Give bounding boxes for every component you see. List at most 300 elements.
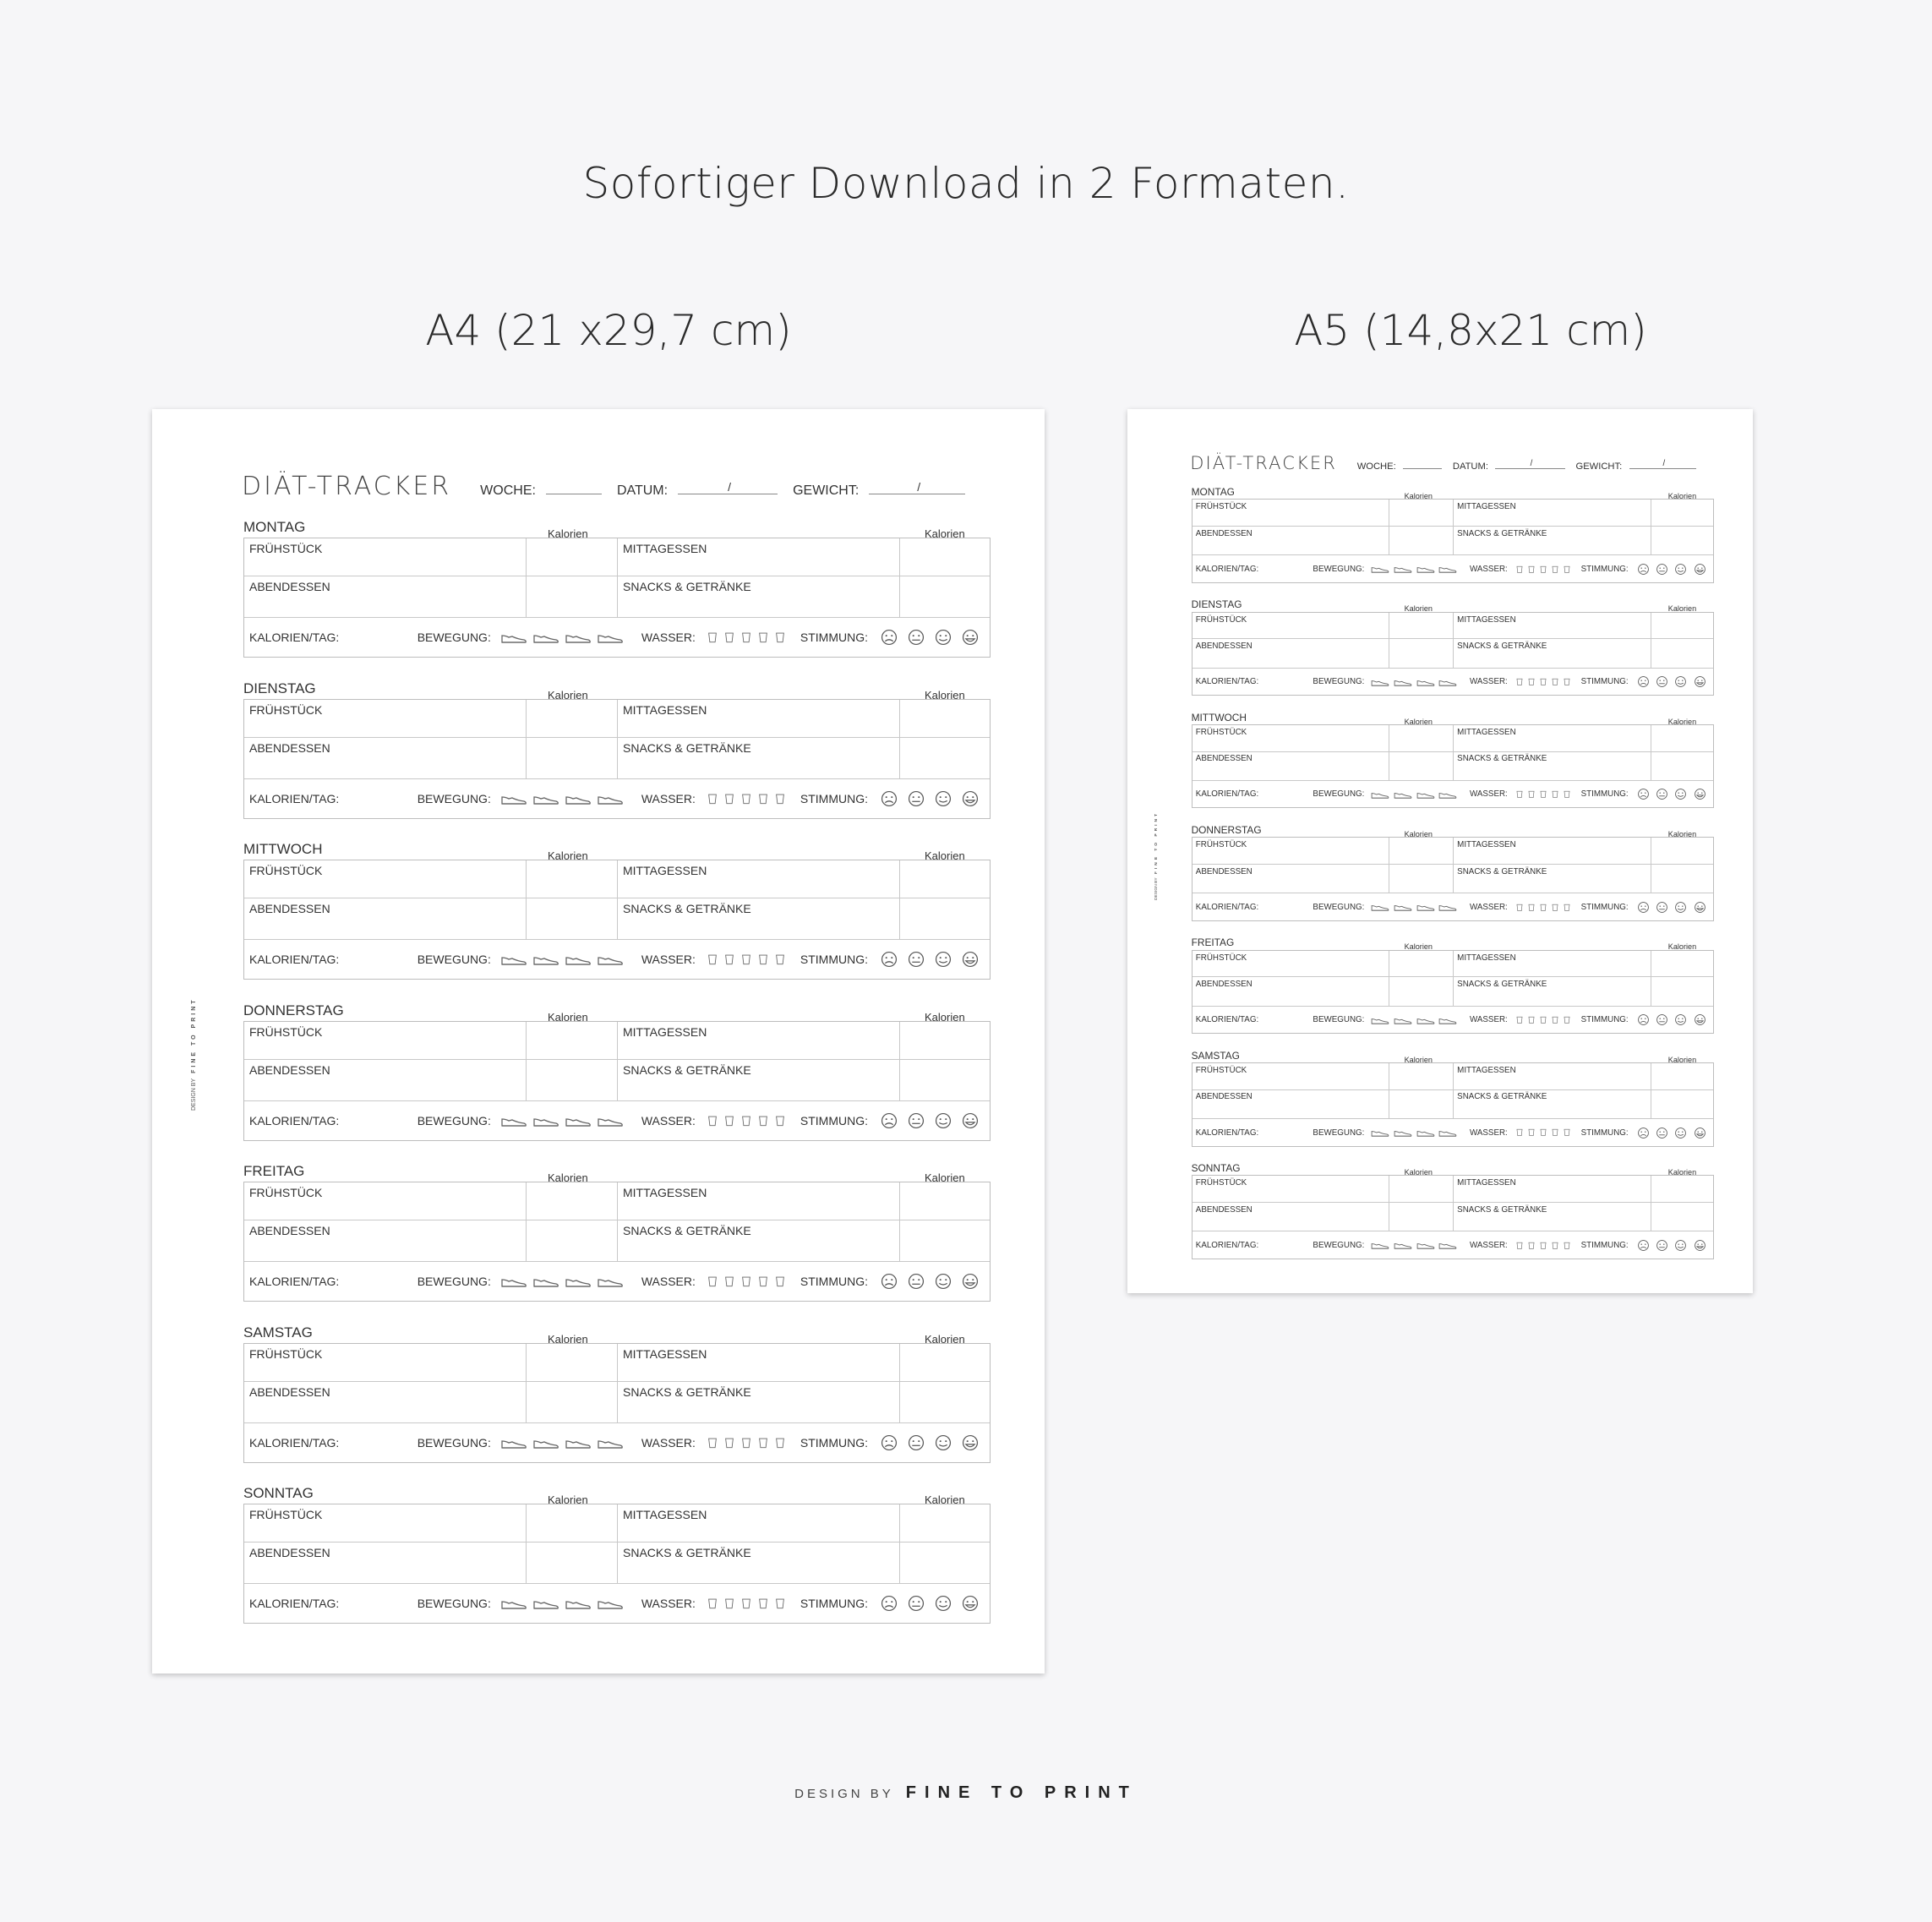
- mood-option[interactable]: [1691, 560, 1709, 578]
- snacks-kalorien-cell[interactable]: [1651, 977, 1714, 1006]
- mood-option[interactable]: [903, 1269, 929, 1294]
- mittagessen-cell[interactable]: [618, 1182, 900, 1220]
- sneaker-checkbox[interactable]: [1438, 901, 1458, 913]
- datum-input-line[interactable]: [678, 480, 778, 494]
- glass-checkbox[interactable]: [721, 1433, 738, 1452]
- glass-checkbox[interactable]: [1537, 1126, 1549, 1138]
- abendessen-kalorien-cell[interactable]: [1389, 527, 1454, 555]
- fruehstueck-cell[interactable]: [244, 1022, 527, 1060]
- abendessen-cell[interactable]: [244, 1382, 527, 1423]
- mood-option[interactable]: [958, 1269, 983, 1294]
- mood-option[interactable]: [1672, 1124, 1689, 1142]
- mood-option[interactable]: [876, 947, 902, 972]
- sneaker-checkbox[interactable]: [1438, 789, 1458, 800]
- mood-option[interactable]: [958, 1591, 983, 1616]
- mood-option[interactable]: [876, 1591, 902, 1616]
- mood-option[interactable]: [931, 1269, 956, 1294]
- mittagessen-cell[interactable]: [618, 538, 900, 576]
- mood-option[interactable]: [1672, 898, 1689, 916]
- mittagessen-cell[interactable]: [1454, 1176, 1651, 1203]
- glass-checkbox[interactable]: [1561, 563, 1573, 576]
- sneaker-checkbox[interactable]: [1416, 789, 1436, 800]
- fruehstueck-kalorien-cell[interactable]: [1389, 838, 1454, 865]
- glass-checkbox[interactable]: [1525, 1013, 1537, 1026]
- snacks-kalorien-cell[interactable]: [1651, 1090, 1714, 1119]
- woche-input-line[interactable]: [1403, 459, 1442, 469]
- glass-checkbox[interactable]: [738, 950, 755, 969]
- glass-checkbox[interactable]: [1561, 1013, 1573, 1026]
- snacks-kalorien-cell[interactable]: [1651, 1203, 1714, 1231]
- glass-checkbox[interactable]: [704, 1433, 721, 1452]
- mood-option[interactable]: [931, 1430, 956, 1455]
- abendessen-kalorien-cell[interactable]: [1389, 1090, 1454, 1119]
- sneaker-checkbox[interactable]: [532, 1112, 560, 1129]
- sneaker-checkbox[interactable]: [1393, 1014, 1413, 1026]
- abendessen-cell[interactable]: [244, 1220, 527, 1262]
- abendessen-cell[interactable]: [244, 1060, 527, 1101]
- mood-option[interactable]: [1672, 1011, 1689, 1029]
- fruehstueck-cell[interactable]: [1192, 1063, 1390, 1090]
- sneaker-checkbox[interactable]: [564, 1273, 592, 1290]
- abendessen-kalorien-cell[interactable]: [527, 1382, 618, 1423]
- sneaker-checkbox[interactable]: [564, 1434, 592, 1451]
- mittagessen-cell[interactable]: [618, 1022, 900, 1060]
- mood-option[interactable]: [876, 1430, 902, 1455]
- fruehstueck-cell[interactable]: [244, 1504, 527, 1543]
- glass-checkbox[interactable]: [721, 1111, 738, 1130]
- sneaker-checkbox[interactable]: [596, 629, 625, 646]
- mood-option[interactable]: [903, 1591, 929, 1616]
- sneaker-checkbox[interactable]: [1416, 563, 1436, 575]
- mittagessen-cell[interactable]: [618, 1344, 900, 1382]
- glass-checkbox[interactable]: [1514, 1126, 1525, 1138]
- mood-option[interactable]: [1672, 1237, 1689, 1254]
- sneaker-checkbox[interactable]: [532, 1273, 560, 1290]
- glass-checkbox[interactable]: [1561, 901, 1573, 914]
- fruehstueck-kalorien-cell[interactable]: [527, 700, 618, 738]
- mood-option[interactable]: [931, 947, 956, 972]
- mittagessen-kalorien-cell[interactable]: [900, 1344, 990, 1382]
- mittagessen-kalorien-cell[interactable]: [1651, 1063, 1714, 1090]
- gewicht-input-line[interactable]: [1629, 459, 1697, 469]
- mood-option[interactable]: [1672, 785, 1689, 803]
- glass-checkbox[interactable]: [1549, 675, 1561, 688]
- mood-option[interactable]: [931, 1591, 956, 1616]
- glass-checkbox[interactable]: [1549, 563, 1561, 576]
- mood-option[interactable]: [1691, 898, 1709, 916]
- fruehstueck-kalorien-cell[interactable]: [1389, 613, 1454, 640]
- glass-checkbox[interactable]: [704, 1111, 721, 1130]
- glass-checkbox[interactable]: [1514, 675, 1525, 688]
- fruehstueck-kalorien-cell[interactable]: [1389, 1063, 1454, 1090]
- abendessen-kalorien-cell[interactable]: [1389, 752, 1454, 781]
- sneaker-checkbox[interactable]: [1416, 1127, 1436, 1138]
- mittagessen-cell[interactable]: [1454, 613, 1651, 640]
- glass-checkbox[interactable]: [1514, 1013, 1525, 1026]
- mood-option[interactable]: [931, 625, 956, 650]
- sneaker-checkbox[interactable]: [1416, 1239, 1436, 1251]
- fruehstueck-kalorien-cell[interactable]: [527, 1344, 618, 1382]
- sneaker-checkbox[interactable]: [564, 629, 592, 646]
- glass-checkbox[interactable]: [1514, 1239, 1525, 1252]
- sneaker-checkbox[interactable]: [499, 1112, 528, 1129]
- mood-option[interactable]: [1635, 1237, 1652, 1254]
- glass-checkbox[interactable]: [772, 1433, 789, 1452]
- sneaker-checkbox[interactable]: [596, 790, 625, 807]
- sneaker-checkbox[interactable]: [596, 1595, 625, 1612]
- snacks-cell[interactable]: [1454, 977, 1651, 1006]
- glass-checkbox[interactable]: [1525, 675, 1537, 688]
- glass-checkbox[interactable]: [1525, 788, 1537, 800]
- fruehstueck-kalorien-cell[interactable]: [1389, 500, 1454, 527]
- sneaker-checkbox[interactable]: [1393, 789, 1413, 800]
- fruehstueck-cell[interactable]: [1192, 613, 1390, 640]
- sneaker-checkbox[interactable]: [499, 1273, 528, 1290]
- glass-checkbox[interactable]: [755, 950, 772, 969]
- mittagessen-cell[interactable]: [1454, 838, 1651, 865]
- glass-checkbox[interactable]: [738, 1594, 755, 1613]
- mood-option[interactable]: [876, 1108, 902, 1133]
- sneaker-checkbox[interactable]: [499, 790, 528, 807]
- mittagessen-cell[interactable]: [1454, 500, 1651, 527]
- glass-checkbox[interactable]: [1525, 901, 1537, 914]
- sneaker-checkbox[interactable]: [532, 629, 560, 646]
- abendessen-kalorien-cell[interactable]: [527, 576, 618, 618]
- sneaker-checkbox[interactable]: [564, 1112, 592, 1129]
- mittagessen-kalorien-cell[interactable]: [1651, 725, 1714, 752]
- sneaker-checkbox[interactable]: [532, 1595, 560, 1612]
- glass-checkbox[interactable]: [755, 789, 772, 808]
- snacks-cell[interactable]: [1454, 1203, 1651, 1231]
- glass-checkbox[interactable]: [772, 1272, 789, 1291]
- abendessen-kalorien-cell[interactable]: [527, 898, 618, 940]
- glass-checkbox[interactable]: [1537, 1239, 1549, 1252]
- glass-checkbox[interactable]: [772, 628, 789, 647]
- mood-option[interactable]: [1653, 1237, 1671, 1254]
- mood-option[interactable]: [1691, 1124, 1709, 1142]
- glass-checkbox[interactable]: [1549, 788, 1561, 800]
- glass-checkbox[interactable]: [1514, 788, 1525, 800]
- sneaker-checkbox[interactable]: [1370, 901, 1390, 913]
- glass-checkbox[interactable]: [772, 789, 789, 808]
- mood-option[interactable]: [1672, 673, 1689, 691]
- sneaker-checkbox[interactable]: [1393, 563, 1413, 575]
- mood-option[interactable]: [1635, 898, 1652, 916]
- glass-checkbox[interactable]: [1561, 1239, 1573, 1252]
- mood-option[interactable]: [1635, 1124, 1652, 1142]
- mittagessen-kalorien-cell[interactable]: [900, 1504, 990, 1543]
- mittagessen-cell[interactable]: [618, 1504, 900, 1543]
- sneaker-checkbox[interactable]: [532, 951, 560, 968]
- fruehstueck-cell[interactable]: [1192, 838, 1390, 865]
- mood-option[interactable]: [903, 786, 929, 811]
- fruehstueck-cell[interactable]: [244, 538, 527, 576]
- sneaker-checkbox[interactable]: [1438, 1127, 1458, 1138]
- mood-option[interactable]: [931, 1108, 956, 1133]
- mood-option[interactable]: [1635, 785, 1652, 803]
- snacks-kalorien-cell[interactable]: [900, 738, 990, 779]
- glass-checkbox[interactable]: [755, 1111, 772, 1130]
- glass-checkbox[interactable]: [1561, 1126, 1573, 1138]
- mood-option[interactable]: [903, 625, 929, 650]
- mood-option[interactable]: [1691, 1237, 1709, 1254]
- fruehstueck-kalorien-cell[interactable]: [527, 860, 618, 898]
- glass-checkbox[interactable]: [738, 1272, 755, 1291]
- glass-checkbox[interactable]: [1549, 1126, 1561, 1138]
- fruehstueck-cell[interactable]: [244, 700, 527, 738]
- glass-checkbox[interactable]: [1525, 1239, 1537, 1252]
- glass-checkbox[interactable]: [1561, 788, 1573, 800]
- abendessen-cell[interactable]: [1192, 752, 1390, 781]
- glass-checkbox[interactable]: [755, 1594, 772, 1613]
- mood-option[interactable]: [958, 786, 983, 811]
- mittagessen-kalorien-cell[interactable]: [900, 1182, 990, 1220]
- abendessen-kalorien-cell[interactable]: [1389, 1203, 1454, 1231]
- mood-option[interactable]: [1691, 1011, 1709, 1029]
- sneaker-checkbox[interactable]: [1370, 1239, 1390, 1251]
- sneaker-checkbox[interactable]: [1393, 676, 1413, 688]
- glass-checkbox[interactable]: [738, 1111, 755, 1130]
- abendessen-cell[interactable]: [1192, 639, 1390, 668]
- glass-checkbox[interactable]: [772, 1111, 789, 1130]
- snacks-kalorien-cell[interactable]: [900, 1543, 990, 1584]
- snacks-kalorien-cell[interactable]: [900, 1382, 990, 1423]
- mittagessen-cell[interactable]: [1454, 951, 1651, 978]
- fruehstueck-kalorien-cell[interactable]: [1389, 725, 1454, 752]
- mood-option[interactable]: [903, 1108, 929, 1133]
- mood-option[interactable]: [1653, 1011, 1671, 1029]
- glass-checkbox[interactable]: [755, 1433, 772, 1452]
- sneaker-checkbox[interactable]: [1416, 676, 1436, 688]
- glass-checkbox[interactable]: [704, 1272, 721, 1291]
- snacks-cell[interactable]: [1454, 639, 1651, 668]
- glass-checkbox[interactable]: [721, 1594, 738, 1613]
- woche-input-line[interactable]: [546, 480, 602, 494]
- abendessen-cell[interactable]: [244, 898, 527, 940]
- sneaker-checkbox[interactable]: [596, 951, 625, 968]
- mittagessen-kalorien-cell[interactable]: [900, 860, 990, 898]
- mittagessen-cell[interactable]: [618, 860, 900, 898]
- glass-checkbox[interactable]: [1514, 901, 1525, 914]
- sneaker-checkbox[interactable]: [564, 951, 592, 968]
- abendessen-cell[interactable]: [1192, 865, 1390, 893]
- snacks-cell[interactable]: [618, 1543, 900, 1584]
- snacks-cell[interactable]: [618, 1060, 900, 1101]
- mood-option[interactable]: [1653, 1124, 1671, 1142]
- sneaker-checkbox[interactable]: [1370, 676, 1390, 688]
- glass-checkbox[interactable]: [738, 1433, 755, 1452]
- fruehstueck-cell[interactable]: [244, 1182, 527, 1220]
- mittagessen-cell[interactable]: [1454, 725, 1651, 752]
- fruehstueck-kalorien-cell[interactable]: [1389, 1176, 1454, 1203]
- glass-checkbox[interactable]: [1537, 675, 1549, 688]
- snacks-kalorien-cell[interactable]: [900, 576, 990, 618]
- glass-checkbox[interactable]: [1549, 1013, 1561, 1026]
- mittagessen-kalorien-cell[interactable]: [900, 700, 990, 738]
- abendessen-kalorien-cell[interactable]: [1389, 639, 1454, 668]
- snacks-kalorien-cell[interactable]: [900, 1220, 990, 1262]
- abendessen-kalorien-cell[interactable]: [527, 738, 618, 779]
- fruehstueck-kalorien-cell[interactable]: [527, 1182, 618, 1220]
- mood-option[interactable]: [1691, 673, 1709, 691]
- sneaker-checkbox[interactable]: [564, 790, 592, 807]
- sneaker-checkbox[interactable]: [499, 951, 528, 968]
- mittagessen-cell[interactable]: [1454, 1063, 1651, 1090]
- mittagessen-kalorien-cell[interactable]: [1651, 613, 1714, 640]
- mood-option[interactable]: [958, 1108, 983, 1133]
- sneaker-checkbox[interactable]: [564, 1595, 592, 1612]
- mood-option[interactable]: [931, 786, 956, 811]
- mood-option[interactable]: [958, 1430, 983, 1455]
- glass-checkbox[interactable]: [721, 789, 738, 808]
- glass-checkbox[interactable]: [755, 1272, 772, 1291]
- abendessen-cell[interactable]: [244, 576, 527, 618]
- mood-option[interactable]: [1691, 785, 1709, 803]
- fruehstueck-cell[interactable]: [1192, 1176, 1390, 1203]
- abendessen-kalorien-cell[interactable]: [1389, 977, 1454, 1006]
- glass-checkbox[interactable]: [755, 628, 772, 647]
- datum-input-line[interactable]: [1495, 459, 1565, 469]
- sneaker-checkbox[interactable]: [1370, 563, 1390, 575]
- glass-checkbox[interactable]: [1537, 788, 1549, 800]
- abendessen-cell[interactable]: [244, 1543, 527, 1584]
- glass-checkbox[interactable]: [704, 950, 721, 969]
- glass-checkbox[interactable]: [721, 1272, 738, 1291]
- fruehstueck-cell[interactable]: [1192, 951, 1390, 978]
- mood-option[interactable]: [1635, 560, 1652, 578]
- mood-option[interactable]: [1635, 673, 1652, 691]
- glass-checkbox[interactable]: [704, 789, 721, 808]
- sneaker-checkbox[interactable]: [499, 1434, 528, 1451]
- mood-option[interactable]: [1653, 560, 1671, 578]
- mittagessen-kalorien-cell[interactable]: [1651, 500, 1714, 527]
- sneaker-checkbox[interactable]: [1438, 1239, 1458, 1251]
- sneaker-checkbox[interactable]: [596, 1112, 625, 1129]
- abendessen-cell[interactable]: [1192, 1090, 1390, 1119]
- sneaker-checkbox[interactable]: [1393, 1127, 1413, 1138]
- mood-option[interactable]: [958, 947, 983, 972]
- abendessen-kalorien-cell[interactable]: [527, 1060, 618, 1101]
- abendessen-kalorien-cell[interactable]: [527, 1543, 618, 1584]
- gewicht-input-line[interactable]: [869, 480, 965, 494]
- mood-option[interactable]: [1635, 1011, 1652, 1029]
- sneaker-checkbox[interactable]: [1393, 901, 1413, 913]
- snacks-kalorien-cell[interactable]: [900, 898, 990, 940]
- snacks-cell[interactable]: [1454, 752, 1651, 781]
- fruehstueck-cell[interactable]: [244, 1344, 527, 1382]
- glass-checkbox[interactable]: [1537, 563, 1549, 576]
- glass-checkbox[interactable]: [1561, 675, 1573, 688]
- mittagessen-kalorien-cell[interactable]: [900, 1022, 990, 1060]
- snacks-cell[interactable]: [618, 1220, 900, 1262]
- abendessen-cell[interactable]: [1192, 977, 1390, 1006]
- sneaker-checkbox[interactable]: [1438, 676, 1458, 688]
- glass-checkbox[interactable]: [1549, 1239, 1561, 1252]
- glass-checkbox[interactable]: [1525, 563, 1537, 576]
- glass-checkbox[interactable]: [704, 1594, 721, 1613]
- fruehstueck-cell[interactable]: [1192, 725, 1390, 752]
- abendessen-cell[interactable]: [1192, 527, 1390, 555]
- fruehstueck-kalorien-cell[interactable]: [527, 1504, 618, 1543]
- fruehstueck-cell[interactable]: [244, 860, 527, 898]
- snacks-kalorien-cell[interactable]: [1651, 639, 1714, 668]
- glass-checkbox[interactable]: [721, 950, 738, 969]
- fruehstueck-kalorien-cell[interactable]: [527, 538, 618, 576]
- snacks-kalorien-cell[interactable]: [1651, 527, 1714, 555]
- sneaker-checkbox[interactable]: [499, 1595, 528, 1612]
- glass-checkbox[interactable]: [1537, 901, 1549, 914]
- snacks-cell[interactable]: [1454, 1090, 1651, 1119]
- glass-checkbox[interactable]: [772, 950, 789, 969]
- sneaker-checkbox[interactable]: [532, 790, 560, 807]
- mood-option[interactable]: [876, 786, 902, 811]
- snacks-cell[interactable]: [618, 1382, 900, 1423]
- snacks-cell[interactable]: [1454, 865, 1651, 893]
- sneaker-checkbox[interactable]: [499, 629, 528, 646]
- fruehstueck-cell[interactable]: [1192, 500, 1390, 527]
- mood-option[interactable]: [876, 1269, 902, 1294]
- mood-option[interactable]: [1672, 560, 1689, 578]
- snacks-cell[interactable]: [618, 576, 900, 618]
- sneaker-checkbox[interactable]: [1370, 789, 1390, 800]
- fruehstueck-kalorien-cell[interactable]: [527, 1022, 618, 1060]
- glass-checkbox[interactable]: [1537, 1013, 1549, 1026]
- snacks-cell[interactable]: [1454, 527, 1651, 555]
- sneaker-checkbox[interactable]: [1438, 1014, 1458, 1026]
- sneaker-checkbox[interactable]: [1438, 563, 1458, 575]
- glass-checkbox[interactable]: [738, 628, 755, 647]
- fruehstueck-kalorien-cell[interactable]: [1389, 951, 1454, 978]
- snacks-kalorien-cell[interactable]: [900, 1060, 990, 1101]
- mood-option[interactable]: [903, 947, 929, 972]
- sneaker-checkbox[interactable]: [1393, 1239, 1413, 1251]
- abendessen-cell[interactable]: [1192, 1203, 1390, 1231]
- sneaker-checkbox[interactable]: [596, 1434, 625, 1451]
- mittagessen-cell[interactable]: [618, 700, 900, 738]
- mood-option[interactable]: [876, 625, 902, 650]
- mittagessen-kalorien-cell[interactable]: [900, 538, 990, 576]
- snacks-cell[interactable]: [618, 738, 900, 779]
- sneaker-checkbox[interactable]: [1370, 1127, 1390, 1138]
- mittagessen-kalorien-cell[interactable]: [1651, 1176, 1714, 1203]
- glass-checkbox[interactable]: [772, 1594, 789, 1613]
- snacks-kalorien-cell[interactable]: [1651, 752, 1714, 781]
- glass-checkbox[interactable]: [1549, 901, 1561, 914]
- mood-option[interactable]: [958, 625, 983, 650]
- abendessen-cell[interactable]: [244, 738, 527, 779]
- glass-checkbox[interactable]: [704, 628, 721, 647]
- abendessen-kalorien-cell[interactable]: [527, 1220, 618, 1262]
- sneaker-checkbox[interactable]: [596, 1273, 625, 1290]
- sneaker-checkbox[interactable]: [1416, 901, 1436, 913]
- sneaker-checkbox[interactable]: [532, 1434, 560, 1451]
- abendessen-kalorien-cell[interactable]: [1389, 865, 1454, 893]
- glass-checkbox[interactable]: [738, 789, 755, 808]
- sneaker-checkbox[interactable]: [1416, 1014, 1436, 1026]
- glass-checkbox[interactable]: [721, 628, 738, 647]
- glass-checkbox[interactable]: [1525, 1126, 1537, 1138]
- sneaker-checkbox[interactable]: [1370, 1014, 1390, 1026]
- mittagessen-kalorien-cell[interactable]: [1651, 838, 1714, 865]
- mittagessen-kalorien-cell[interactable]: [1651, 951, 1714, 978]
- mood-option[interactable]: [1653, 673, 1671, 691]
- snacks-kalorien-cell[interactable]: [1651, 865, 1714, 893]
- mood-option[interactable]: [903, 1430, 929, 1455]
- mood-option[interactable]: [1653, 785, 1671, 803]
- snacks-cell[interactable]: [618, 898, 900, 940]
- glass-checkbox[interactable]: [1514, 563, 1525, 576]
- mood-option[interactable]: [1653, 898, 1671, 916]
